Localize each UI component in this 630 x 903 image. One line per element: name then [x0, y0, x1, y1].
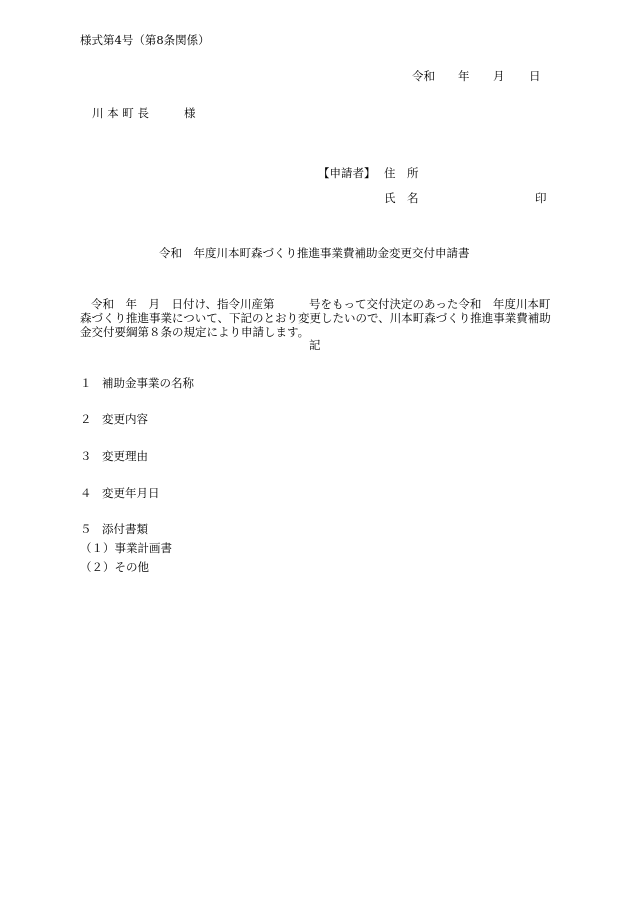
date-month: 月 [493, 69, 505, 83]
item-label: 変更理由 [102, 449, 148, 463]
item-label: 変更内容 [102, 412, 148, 426]
applicant-label: 【申請者】 [318, 166, 376, 180]
date-year: 年 [458, 69, 470, 83]
item-number: １ [80, 376, 92, 390]
attachment-item: （２）その他 [80, 560, 149, 574]
document-title: 令和 年度川本町森づくり推進事業費補助金変更交付申請書 [159, 246, 470, 260]
item-number: ４ [80, 486, 92, 500]
item-label: 変更年月日 [102, 486, 160, 500]
item-number: ２ [80, 412, 92, 426]
item-number: ５ [80, 522, 92, 536]
date-day: 日 [529, 69, 541, 83]
item-label: 添付書類 [102, 522, 148, 536]
form-number: 様式第4号（第8条関係） [80, 33, 210, 47]
body-paragraph: 令和 年 月 日付け、指令川産第 号をもって交付決定のあった令和 年度川本町森づくり推進事業について、下記のとおり変更したいので、川本町森づくり推進事業費補助金交付要綱第８条の規定により申請します。 [80, 297, 551, 339]
applicant-seal: 印 [535, 191, 547, 205]
attachment-item: （１）事業計画書 [80, 541, 172, 555]
note-heading: 記 [309, 338, 321, 352]
addressee-honorific: 様 [184, 106, 196, 120]
item-number: ３ [80, 449, 92, 463]
item-label: 補助金事業の名称 [102, 376, 194, 390]
applicant-address-label: 住 所 [384, 166, 419, 180]
applicant-name-label: 氏 名 [384, 191, 419, 205]
addressee-name: 川 本 町 長 [92, 106, 149, 120]
date-era: 令和 [412, 69, 435, 83]
